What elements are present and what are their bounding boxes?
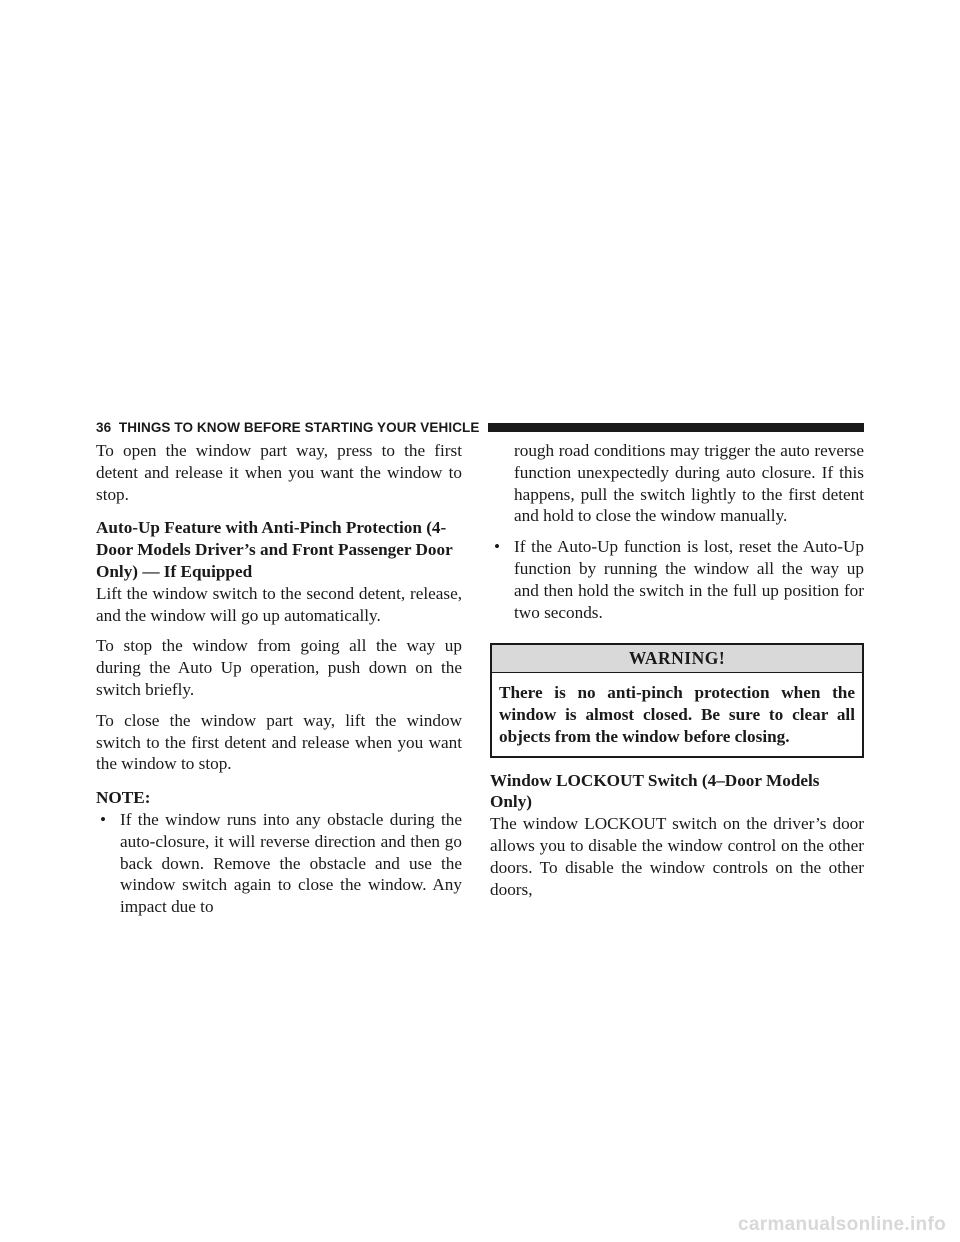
- bullet-obstacle-continued: rough road conditions may trigger the auto reverse function unexpectedly during auto closure. If this happens, pull the switch lightly to the first detent and hold to close the window manually.: [514, 441, 864, 526]
- bullet-obstacle-text: If the window runs into any obstacle during the auto-closure, it will reverse direction and then go back down. Remove the obstacle and use the window switch again to close the window. Any impact due to: [120, 809, 462, 917]
- heading-auto-up: Auto-Up Feature with Anti-Pinch Protection (4-Door Models Driver’s and Front Passenger Door Only) — If Equipped: [96, 518, 453, 581]
- bullet-icon: •: [494, 537, 501, 557]
- left-column: [96, 440, 462, 918]
- bullet-obstacle: [96, 809, 462, 918]
- paragraph-close-part-way: To close the window part way, lift the window switch to the first detent and release when you want the window to stop.: [96, 710, 462, 774]
- paragraph-lockout: The window LOCKOUT switch on the driver’s door allows you to disable the window control on the other doors. To disable the window controls on the other doors,: [490, 814, 864, 899]
- heading-lockout: Window LOCKOUT Switch (4–Door Models Only): [490, 770, 820, 812]
- right-column: [490, 440, 864, 900]
- section-title: THINGS TO KNOW BEFORE STARTING YOUR VEHICLE: [118, 419, 480, 435]
- page-number: 36: [96, 419, 112, 435]
- warning-body: There is no anti-pinch protection when the window is almost closed. Be sure to clear all objects from the window before closing.: [499, 683, 855, 746]
- header-text: [96, 420, 488, 435]
- bullet-icon: •: [100, 809, 107, 829]
- bullet-reset-auto-up: [490, 536, 864, 623]
- bullet-reset-text: If the Auto-Up function is lost, reset the Auto-Up function by running the window all the way up and then hold the switch in the full up position for two seconds.: [514, 537, 864, 622]
- warning-box: [490, 643, 864, 757]
- paragraph-stop-window: To stop the window from going all the way up during the Auto Up operation, push down on the switch briefly.: [96, 636, 462, 699]
- header-rule: [488, 423, 865, 432]
- paragraph-open-part-way: To open the window part way, press to the first detent and release it when you want the window to stop.: [96, 441, 462, 504]
- watermark: carmanualsonline.info: [738, 1214, 946, 1235]
- note-label: NOTE:: [96, 788, 151, 808]
- warning-title: WARNING!: [492, 645, 862, 673]
- paragraph-lift-switch: Lift the window switch to the second detent, release, and the window will go up automatically.: [96, 583, 462, 625]
- page-header: [96, 418, 864, 436]
